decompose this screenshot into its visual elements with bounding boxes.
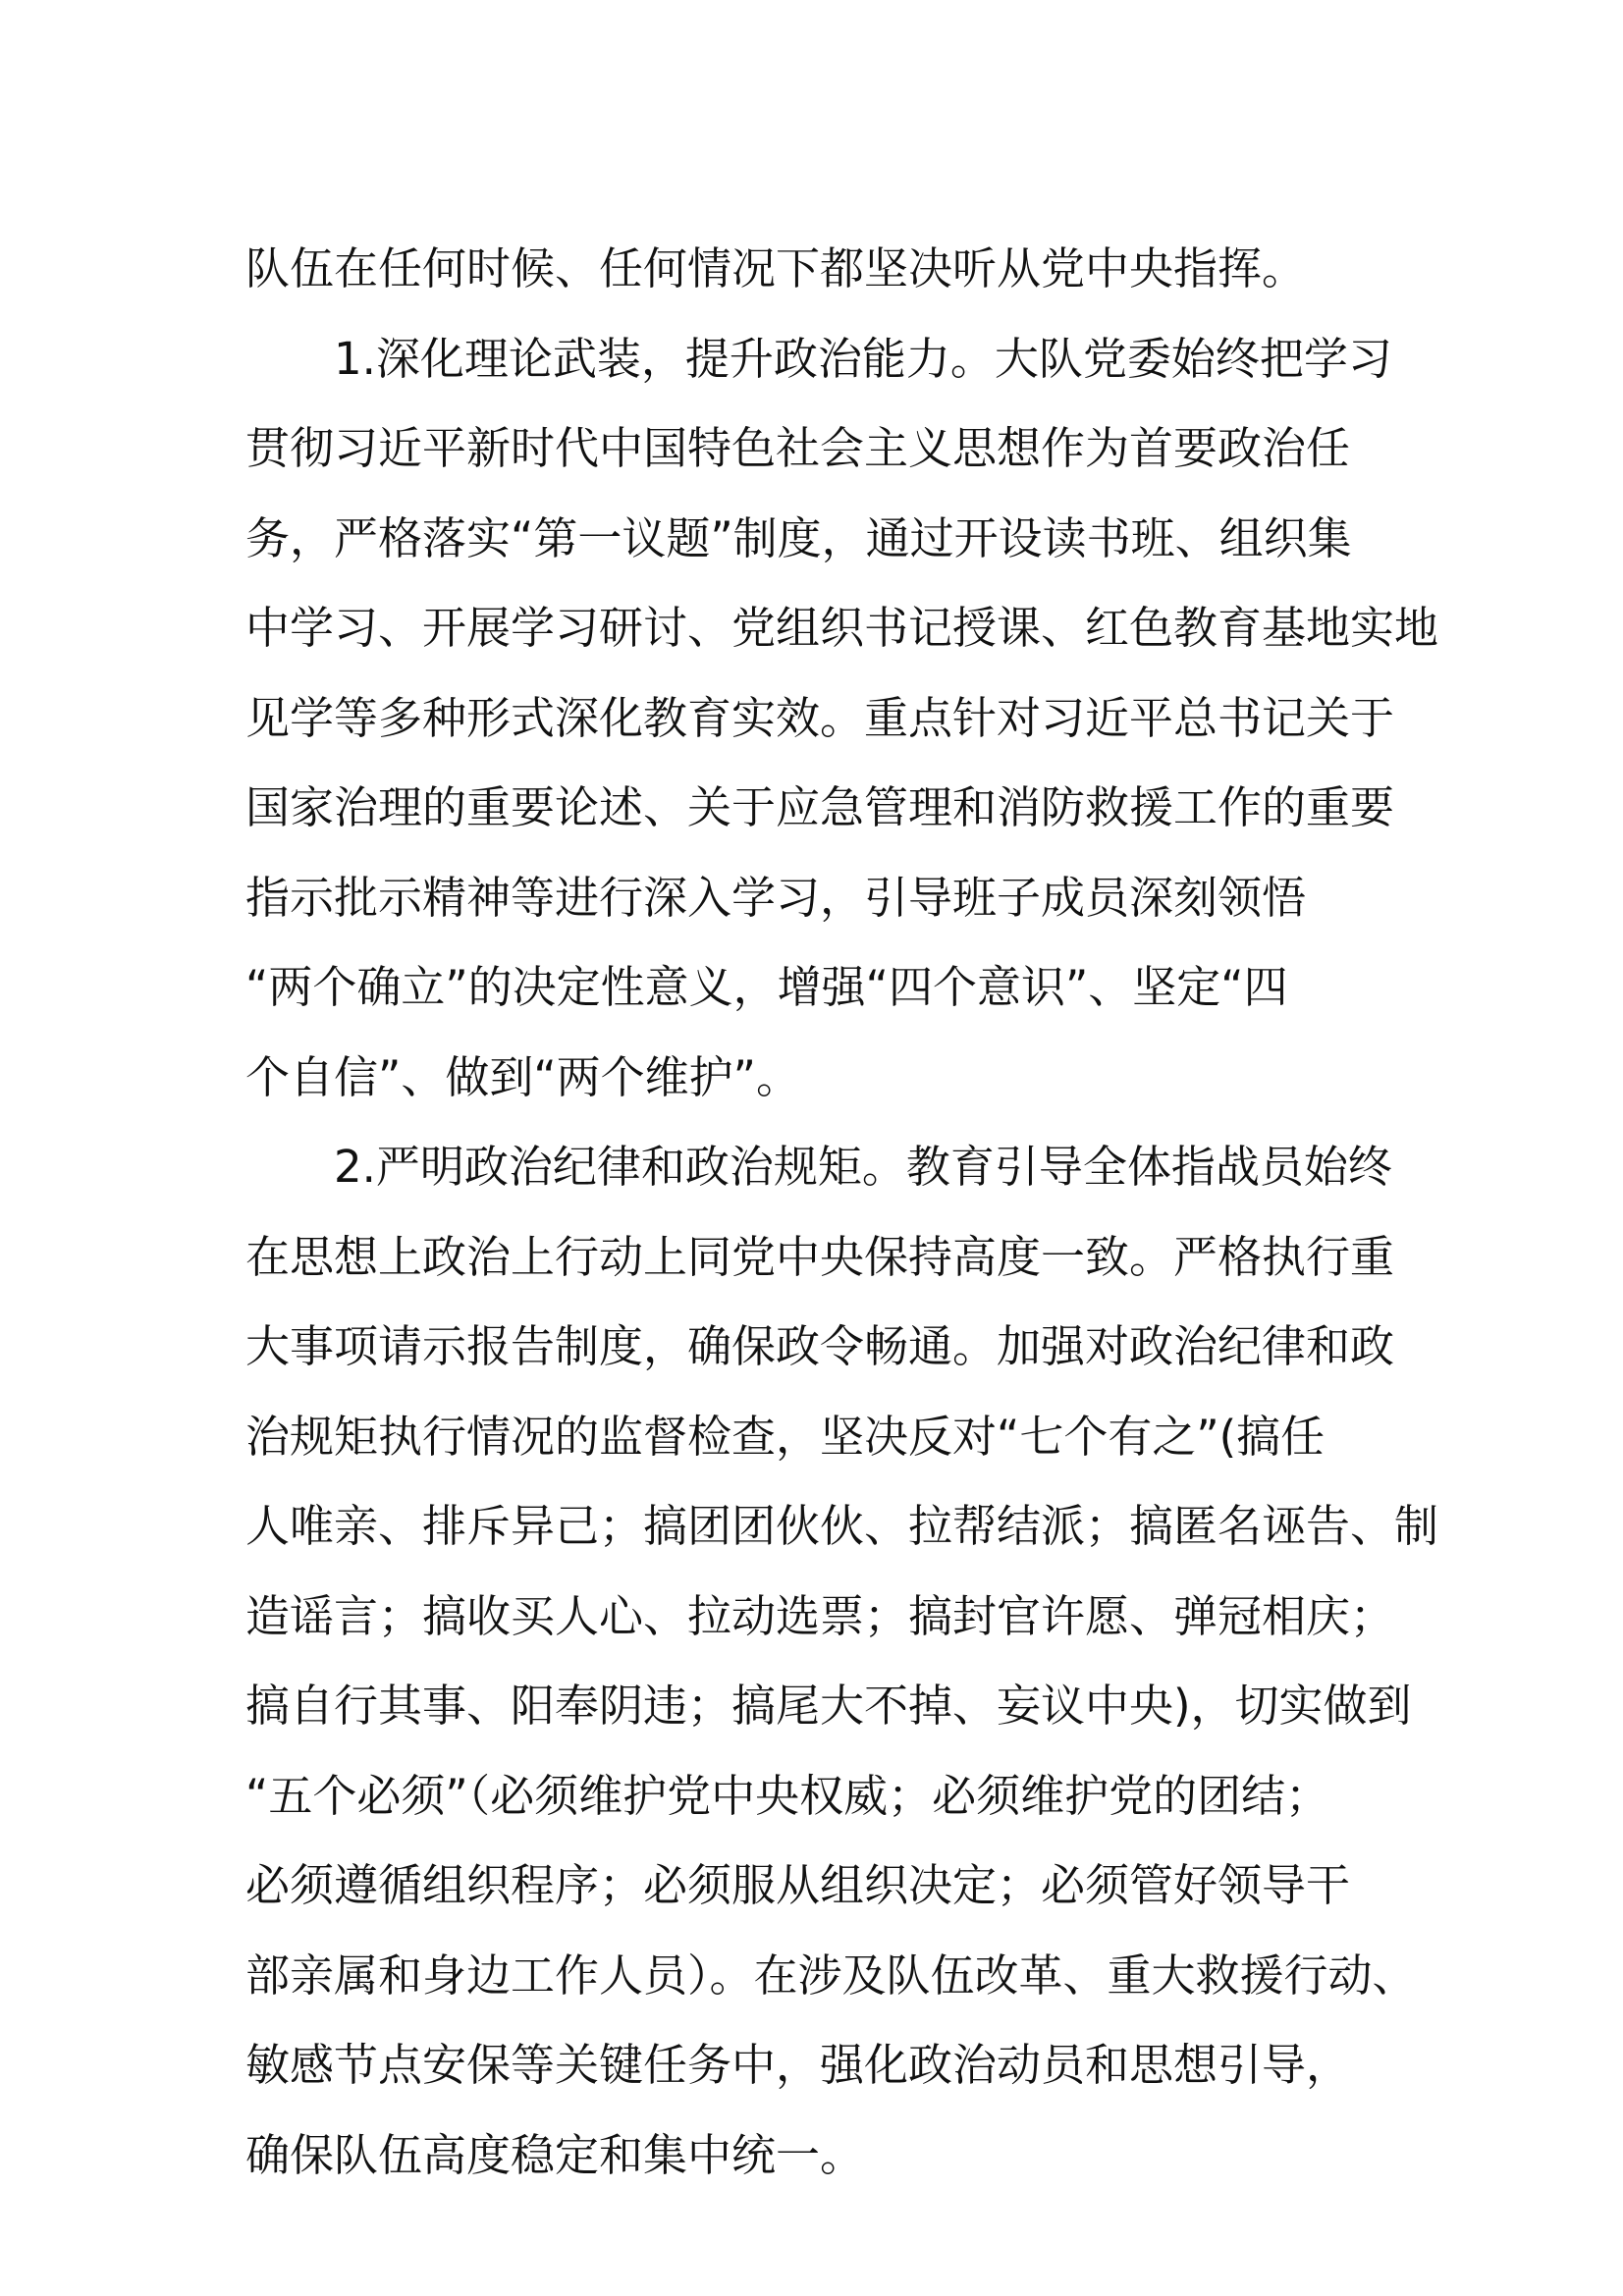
text-line: 贯彻习近平新时代中国特色社会主义思想作为首要政治任: [245, 422, 1351, 474]
text-line: 治规矩执行情况的监督检查，坚决反对“七个有之”(搞任: [245, 1410, 1325, 1463]
text-line: 必须遵循组织程序；必须服从组织决定；必须管好领导干: [245, 1859, 1351, 1911]
text-line: “五个必须”（必须维护党中央权威；必须维护党的团结；: [245, 1769, 1330, 1822]
text-line: 确保队伍高度稳定和集中统一。: [245, 2128, 865, 2181]
text-line: 队伍在任何时候、任何情况下都坚决听从党中央指挥。: [245, 242, 1307, 294]
text-line: 人唯亲、排斥异己；搞团团伙伙、拉帮结派；搞匿名诬告、制: [245, 1500, 1439, 1552]
text-line: 搞自行其事、阳奉阴违；搞尾大不掉、妄议中央)，切实做到: [245, 1680, 1412, 1732]
text-line: 在思想上政治上行动上同党中央保持高度一致。严格执行重: [245, 1230, 1395, 1283]
text-line: 指示批示精神等进行深入学习，引导班子成员深刻领悟: [245, 871, 1307, 924]
text-line: 务，严格落实“第一议题”制度，通过开设读书班、组织集: [245, 511, 1352, 564]
paragraph-1-heading-line: 1.深化理论武装，提升政治能力。大队党委始终把学习: [334, 332, 1392, 385]
text-line: 见学等多种形式深化教育实效。重点针对习近平总书记关于: [245, 691, 1395, 744]
text-line: 个自信”、做到“两个维护”。: [245, 1050, 800, 1103]
text-line: 大事项请示报告制度，确保政令畅通。加强对政治纪律和政: [245, 1320, 1395, 1372]
text-line: 部亲属和身边工作人员）。在涉及队伍改革、重大救援行动、: [245, 1949, 1417, 2002]
text-line: 中学习、开展学习研讨、党组织书记授课、红色教育基地实地: [245, 602, 1439, 654]
text-line: 造谣言；搞收买人心、拉动选票；搞封官许愿、弹冠相庆；: [245, 1589, 1395, 1642]
text-line: 国家治理的重要论述、关于应急管理和消防救援工作的重要: [245, 781, 1395, 833]
text-line: “两个确立”的决定性意义，增强“四个意识”、坚定“四: [245, 961, 1288, 1013]
paragraph-2-heading-line: 2.严明政治纪律和政治规矩。教育引导全体指战员始终: [334, 1141, 1392, 1193]
body-text: [245, 224, 1439, 2200]
text-line: 敏感节点安保等关键任务中，强化政治动员和思想引导，: [245, 2039, 1351, 2091]
